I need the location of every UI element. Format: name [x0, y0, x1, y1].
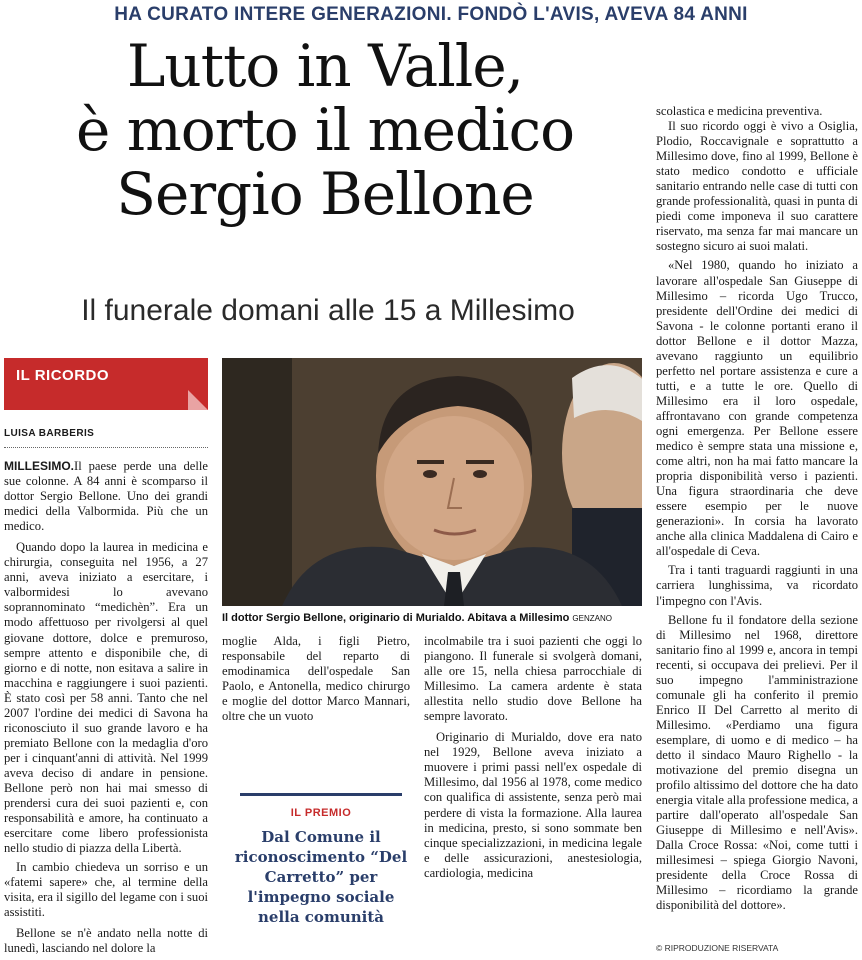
article-column-4: [656, 104, 858, 913]
subheadline: Il funerale domani alle 15 a Millesimo: [81, 294, 575, 327]
headline: [0, 34, 650, 226]
award-sidebar-box: [232, 793, 410, 955]
kicker: HA CURATO INTERE GENERAZIONI. FONDÒ L'AVIS, AVEVA 84 ANNI: [114, 4, 748, 25]
byline-divider: [4, 447, 208, 448]
dateline: MILLESIMO.: [4, 459, 74, 473]
section-tag: [4, 358, 208, 410]
photo-credit: GENZANO: [572, 614, 612, 623]
paragraph: Il suo ricordo oggi è vivo a Osiglia, Plodio, Roccavignale e soprattutto a Millesimo dove, fino al 1999, Bellone è stato medico condotto e ufficiale sanitario entrando nelle case di tutti con grande professionalità, quasi in punta di piedi come imponeva il suo carattere riservato, ma senza far mai mancare un sostegno sicuro ai suoi malati.: [656, 119, 858, 254]
photo-caption: [222, 612, 642, 624]
paragraph: Bellone fu il fondatore della sezione di Millesimo nel 1968, direttore sanitario fino al 1999 e, ancora in tempi recenti, si occupava dei prelievi. Per il suo impegno l'amministrazione comunale gli ha conferito il premio Enrico II Del Carretto al merito di Millesimo. «Perdiamo una figura esemplare, di uomo e di medico – ha detto il sindaco Mauro Righello - la motivazione del premio disegna un profilo altissimo del dottore che ha dato energia vitale alla professione medica, a partire dall'operato all'ospedale San Giuseppe di Millesimo e nell'Avis». Dalla Croce Rossa: «Noi, come tutti i millesimesi – spiega Giorgio Navoni, presidente della Croce Rossa di Millesimo – ricordiamo la grande disponibilità del dottore».: [656, 612, 858, 913]
byline: LUISA BARBERIS: [4, 428, 95, 439]
paragraph: scolastica e medicina preventiva.: [656, 104, 823, 118]
article-column-2: [222, 634, 410, 724]
award-box-rule: [240, 793, 402, 796]
article-column-1: [4, 459, 208, 959]
headline-line-3: Sergio Bellone: [116, 160, 534, 228]
paragraph: Tra i tanti traguardi raggiunti in una carriera lunghissima, va ricordato l'impegno con l'Avis.: [656, 563, 858, 608]
headline-line-1: Lutto in Valle,: [126, 32, 524, 100]
corner-fold-icon: [188, 390, 208, 410]
article-column-3: [424, 634, 642, 881]
paragraph: moglie Alda, i figli Pietro, responsabile del reparto di emodinamica dell'ospedale San Paolo, e Antonella, medico chirurgo e moglie del dottor Marco Mannari, oltre che un vuoto: [222, 634, 410, 724]
portrait-photo-illustration: [222, 358, 642, 606]
paragraph: In cambio chiedeva un sorriso e un «fatemi sapere» che, al termine della visita, era il sigillo del legame con i suoi assistiti.: [4, 860, 208, 920]
paragraph: incolmabile tra i suoi pazienti che oggi lo piangono. Il funerale si svolgerà domani, alle ore 15, nella chiesa parrocchiale di Millesimo. La camera ardente è stata allestita nello studio dove Bellone ha sempre lavorato.: [424, 634, 642, 724]
award-box-tag: IL PREMIO: [290, 807, 352, 819]
headline-line-2: è morto il medico: [75, 96, 574, 164]
paragraph: Bellone se n'è andato nella notte di lunedì, lasciando nel dolore la: [4, 926, 208, 956]
paragraph: «Nel 1980, quando ho iniziato a lavorare all'ospedale San Giuseppe di Millesimo – ricorda Ugo Trucco, presidente dell'Ordine dei medici di Savona - le colonne portanti erano il dottor Bellone e il dottor Mazza, avevano raggiunto un equilibrio perfetto nel portare assistenza e cure a tutti, e a tutte le ore. Quello di Millesimo era il loro ospedale, affrontavano con grande competenza ogni emergenza. Per Bellone essere medico è sempre stata una missione e, come altri, non ha mai fatto mancare la propria disponibilità verso i pazienti. Una figura straordinaria che deve essere esempio per le nuove generazioni». In corsia ha lavorato anche alla clinica Maddalena di Cairo e all'ospedale di Ceva.: [656, 258, 858, 559]
award-box-title: Dal Comune il riconoscimento “Del Carretto” per l'impegno sociale nella comunità: [234, 828, 408, 926]
paragraph: Quando dopo la laurea in medicina e chirurgia, conseguita nel 1956, a 27 anni, aveva iniziato a esercitare, i valbormidesi lo avevano soprannominato “medichèn”. Era un modo affettuoso per rivolgersi al quel giovane dottore, dolce e premuroso, sempre attento e disponibile che, di giorno e di notte, non esitava a salire in macchina e raggiungere i suoi pazienti. È stato così per 58 anni. Tanto che nel 2007 l'ordine dei medici di Savona ha riconosciuto il suo grande lavoro e ha premiato Bellone con la medaglia d'oro per i cinquant'anni di attività. Nel 1999 aveva deciso di andare in pensione. Bellone però non hai mai smesso di prendersi cura dei suoi pazienti e, con responsabilità e amore, ha continuato a esercitare come libero professionista nello studio di piazza della Libertà.: [4, 540, 208, 856]
photo-caption-text: Il dottor Sergio Bellone, originario di Murialdo. Abitava a Millesimo: [222, 612, 570, 624]
copyright-notice: © RIPRODUZIONE RISERVATA: [656, 943, 779, 953]
paragraph: Originario di Murialdo, dove era nato nel 1929, Bellone aveva iniziato a muovere i primi passi nell'ex ospedale di Millesimo, dal 1956 al 1978, come medico con qualifica di assistente, senza però mai perdere di vista la formazione. Alla laurea in medicina, presto, si sono sommate ben cinque specializzazioni, in medicina legale e delle assicurazioni, anestesiologia, cardiologia, medicina: [424, 730, 642, 880]
paragraph: MILLESIMO.Il paese perde una delle sue colonne. A 84 anni è scomparso il dottor Sergio Bellone. Uno dei grandi medici della Valbormida. Più che un medico.: [4, 459, 208, 534]
section-tag-label: IL RICORDO: [16, 367, 110, 384]
portrait-photo: [222, 358, 642, 606]
